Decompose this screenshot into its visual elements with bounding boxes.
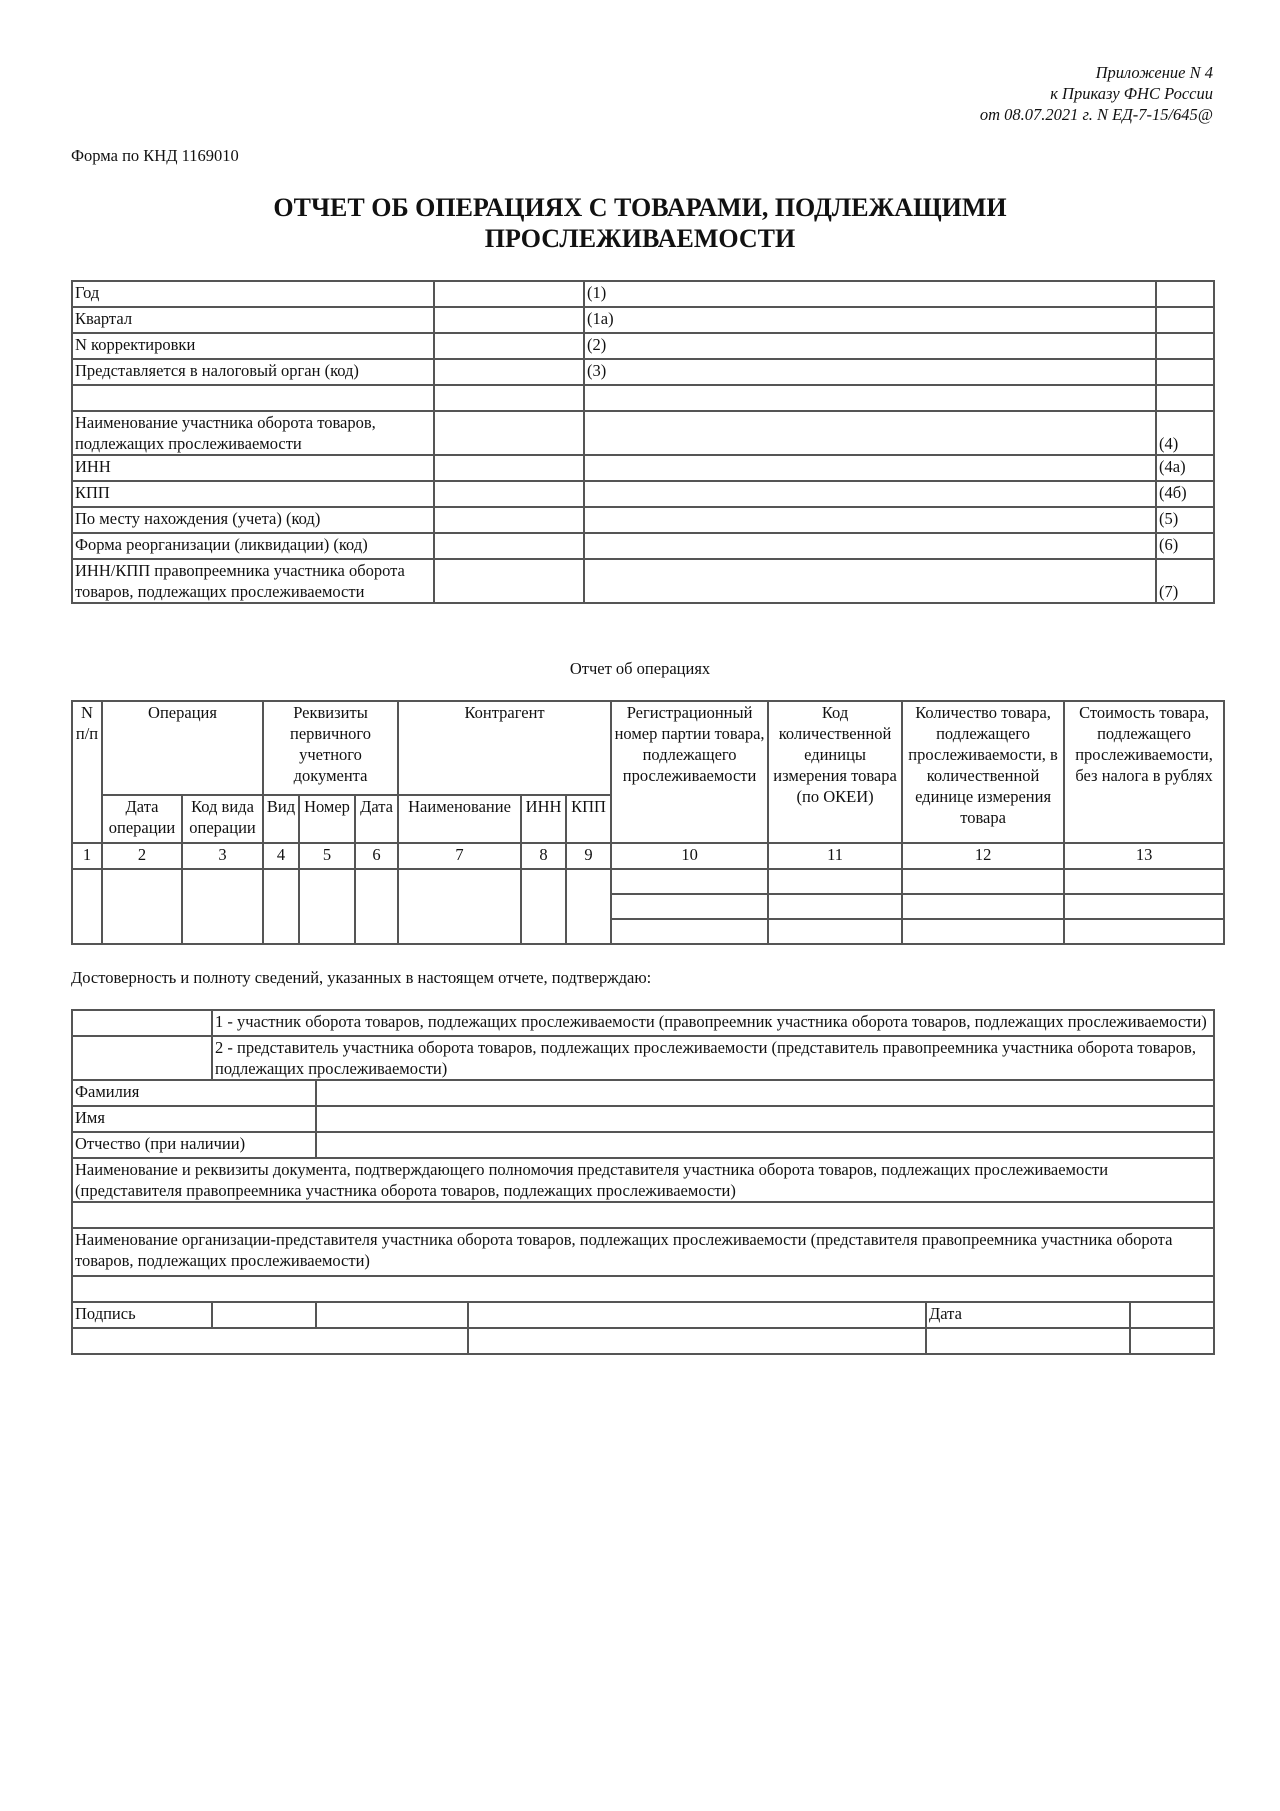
- row-inn: [72, 455, 1214, 481]
- col-number: 12: [902, 843, 1064, 869]
- quarter-value-cell[interactable]: [1156, 307, 1214, 333]
- col-number: 4: [263, 843, 299, 869]
- label-authority-doc: Наименование и реквизиты документа, подтверждающего полномочия представителя участника оборота товаров, подлежащих прослеживаемости (представителя правопреемника участника оборота товаров, подлежащих прослеживаемости): [72, 1158, 1214, 1202]
- operation-entry-row: [72, 869, 1224, 894]
- correction-input[interactable]: [434, 333, 584, 359]
- confirmation-note: Достоверность и полноту сведений, указанных в настоящем отчете, подтверждаю:: [71, 968, 652, 987]
- header-op-date: Дата операции: [102, 795, 182, 843]
- appendix-line-3: от 08.07.2021 г. N ЕД-7-15/645@: [979, 105, 1213, 124]
- label-tax-authority: Представляется в налоговый орган (код): [72, 359, 434, 385]
- entry-op-date-cell[interactable]: [102, 869, 182, 944]
- rep-org-field[interactable]: [72, 1276, 1214, 1302]
- row-correction: [72, 333, 1214, 359]
- authority-doc-value-row: [72, 1202, 1214, 1228]
- col-number: 3: [182, 843, 263, 869]
- operations-header-row-1: [72, 701, 1224, 795]
- label-date: Дата: [926, 1302, 1130, 1328]
- signer-option-1: 1 - участник оборота товаров, подлежащих прослеживаемости (правопреемник участника оборота товаров, подлежащих прослеживаемости): [212, 1010, 1214, 1036]
- signature-under-row: [72, 1328, 1214, 1354]
- rep-org-value-row: [72, 1276, 1214, 1302]
- signature-extra-field[interactable]: [316, 1302, 468, 1328]
- signature-row: [72, 1302, 1214, 1328]
- quarter-input[interactable]: [434, 307, 584, 333]
- label-location: По месту нахождения (учета) (код): [72, 507, 434, 533]
- form-code: Форма по КНД 1169010: [71, 146, 239, 165]
- col-number: 11: [768, 843, 902, 869]
- entry-doc-number-cell[interactable]: [299, 869, 355, 944]
- label-reorg-form: Форма реорганизации (ликвидации) (код): [72, 533, 434, 559]
- entry-unit-code-cell[interactable]: [768, 894, 902, 919]
- option-2-row: [72, 1036, 1214, 1080]
- date-field[interactable]: [1130, 1302, 1214, 1328]
- successor-code: (7): [1156, 559, 1214, 603]
- col-number: 7: [398, 843, 521, 869]
- header-doc-number: Номер: [299, 795, 355, 843]
- entry-doc-kind-cell[interactable]: [263, 869, 299, 944]
- surname-field[interactable]: [316, 1080, 1214, 1106]
- label-year: Год: [72, 281, 434, 307]
- authority-doc-label-row: [72, 1158, 1214, 1202]
- header-cost: Стоимость товара, подлежащего прослеживаемости, без налога в рублях: [1064, 701, 1224, 843]
- row-tax-authority: [72, 359, 1214, 385]
- entry-op-kind-cell[interactable]: [182, 869, 263, 944]
- patronymic-row: [72, 1132, 1214, 1158]
- col-number: 2: [102, 843, 182, 869]
- header-op-kind: Код вида операции: [182, 795, 263, 843]
- signer-type-cell[interactable]: [72, 1010, 212, 1036]
- location-value[interactable]: [584, 507, 1156, 533]
- entry-cp-kpp-cell[interactable]: [566, 869, 611, 944]
- label-inn: ИНН: [72, 455, 434, 481]
- row-year: [72, 281, 1214, 307]
- page-title: [100, 192, 1180, 254]
- row-participant-name: [72, 411, 1214, 455]
- header-num: N п/п: [72, 701, 102, 843]
- label-name: Имя: [72, 1106, 316, 1132]
- entry-cp-name-cell[interactable]: [398, 869, 521, 944]
- label-correction: N корректировки: [72, 333, 434, 359]
- title-line-1: ОТЧЕТ ОБ ОПЕРАЦИЯХ С ТОВАРАМИ, ПОДЛЕЖАЩИМИ: [273, 193, 1007, 222]
- reorg-form-value[interactable]: [584, 533, 1156, 559]
- year-value-cell[interactable]: [1156, 281, 1214, 307]
- correction-code: (2): [584, 333, 1156, 359]
- tax-authority-code: (3): [584, 359, 1156, 385]
- entry-cost-cell[interactable]: [1064, 894, 1224, 919]
- participant-name-input[interactable]: [434, 411, 584, 455]
- participant-name-code: (4): [1156, 411, 1214, 455]
- row-successor: [72, 559, 1214, 603]
- header-cp-name: Наименование: [398, 795, 521, 843]
- col-number: 9: [566, 843, 611, 869]
- kpp-value[interactable]: [584, 481, 1156, 507]
- header-cp-kpp: КПП: [566, 795, 611, 843]
- inn-value[interactable]: [584, 455, 1156, 481]
- label-successor: ИНН/КПП правопреемника участника оборота товаров, подлежащих прослеживаемости: [72, 559, 434, 603]
- label-surname: Фамилия: [72, 1080, 316, 1106]
- quarter-code: (1а): [584, 307, 1156, 333]
- col-number: 13: [1064, 843, 1224, 869]
- year-input[interactable]: [434, 281, 584, 307]
- operations-table: [71, 700, 1225, 945]
- header-quantity: Количество товара, подлежащего прослеживаемости, в количественной единице измерения товара: [902, 701, 1064, 843]
- entry-cost-cell[interactable]: [1064, 919, 1224, 944]
- label-signature: Подпись: [72, 1302, 212, 1328]
- tax-authority-input[interactable]: [434, 359, 584, 385]
- name-row: [72, 1106, 1214, 1132]
- appendix-line-1: Приложение N 4: [1095, 63, 1213, 82]
- surname-row: [72, 1080, 1214, 1106]
- col-number: 10: [611, 843, 768, 869]
- entry-cost-cell[interactable]: [1064, 869, 1224, 894]
- row-reorg-form: [72, 533, 1214, 559]
- general-info-table: [71, 280, 1215, 604]
- location-input[interactable]: [434, 507, 584, 533]
- entry-quantity-cell[interactable]: [902, 869, 1064, 894]
- patronymic-field[interactable]: [316, 1132, 1214, 1158]
- signer-option-2: 2 - представитель участника оборота товаров, подлежащих прослеживаемости (представитель правопреемника участника оборота товаров, подлежащих прослеживаемости): [212, 1036, 1214, 1080]
- row-location: [72, 507, 1214, 533]
- entry-cp-inn-cell[interactable]: [521, 869, 566, 944]
- entry-doc-date-cell[interactable]: [355, 869, 398, 944]
- col-number: 5: [299, 843, 355, 869]
- confirmation-table: [71, 1009, 1215, 1355]
- kpp-input[interactable]: [434, 481, 584, 507]
- kpp-code: (4б): [1156, 481, 1214, 507]
- row-quarter: [72, 307, 1214, 333]
- entry-reg-number-cell[interactable]: [611, 869, 768, 894]
- label-rep-org: Наименование организации-представителя участника оборота товаров, подлежащих прослеживаемости (представителя правопреемника участника оборота товаров, подлежащих прослеживаемости): [72, 1228, 1214, 1276]
- entry-num-cell[interactable]: [72, 869, 102, 944]
- signature-field[interactable]: [212, 1302, 316, 1328]
- entry-unit-code-cell[interactable]: [768, 919, 902, 944]
- col-number: 1: [72, 843, 102, 869]
- reorg-form-code: (6): [1156, 533, 1214, 559]
- successor-value[interactable]: [584, 559, 1156, 603]
- entry-reg-number-cell[interactable]: [611, 894, 768, 919]
- row-spacer: [72, 385, 1214, 411]
- tax-authority-value-cell[interactable]: [1156, 359, 1214, 385]
- header-unit-code: Код количественной единицы измерения товара (по ОКЕИ): [768, 701, 902, 843]
- entry-quantity-cell[interactable]: [902, 894, 1064, 919]
- header-operation: Операция: [102, 701, 263, 795]
- label-quarter: Квартал: [72, 307, 434, 333]
- col-number: 6: [355, 843, 398, 869]
- name-field[interactable]: [316, 1106, 1214, 1132]
- year-code: (1): [584, 281, 1156, 307]
- operations-section-title: Отчет об операциях: [569, 659, 711, 678]
- option-1-row: [72, 1010, 1214, 1036]
- row-kpp: [72, 481, 1214, 507]
- rep-org-label-row: [72, 1228, 1214, 1276]
- authority-doc-field[interactable]: [72, 1202, 1214, 1228]
- inn-code: (4а): [1156, 455, 1214, 481]
- label-participant-name: Наименование участника оборота товаров, подлежащих прослеживаемости: [72, 411, 434, 455]
- entry-unit-code-cell[interactable]: [768, 869, 902, 894]
- header-counterparty: Контрагент: [398, 701, 611, 795]
- label-kpp: КПП: [72, 481, 434, 507]
- entry-quantity-cell[interactable]: [902, 919, 1064, 944]
- header-doc-kind: Вид: [263, 795, 299, 843]
- successor-input[interactable]: [434, 559, 584, 603]
- reorg-form-input[interactable]: [434, 533, 584, 559]
- header-cp-inn: ИНН: [521, 795, 566, 843]
- location-code: (5): [1156, 507, 1214, 533]
- participant-name-value[interactable]: [584, 411, 1156, 455]
- title-line-2: ПРОСЛЕЖИВАЕМОСТИ: [484, 224, 796, 253]
- correction-value-cell[interactable]: [1156, 333, 1214, 359]
- header-doc-date: Дата: [355, 795, 398, 843]
- column-numbers-row: [72, 843, 1224, 869]
- label-patronymic: Отчество (при наличии): [72, 1132, 316, 1158]
- entry-reg-number-cell[interactable]: [611, 919, 768, 944]
- appendix-line-2: к Приказу ФНС России: [1050, 84, 1213, 103]
- header-reg-number: Регистрационный номер партии товара, подлежащего прослеживаемости: [611, 701, 768, 843]
- appendix-reference: [713, 62, 1213, 125]
- inn-input[interactable]: [434, 455, 584, 481]
- col-number: 8: [521, 843, 566, 869]
- header-primary-doc: Реквизиты первичного учетного документа: [263, 701, 398, 795]
